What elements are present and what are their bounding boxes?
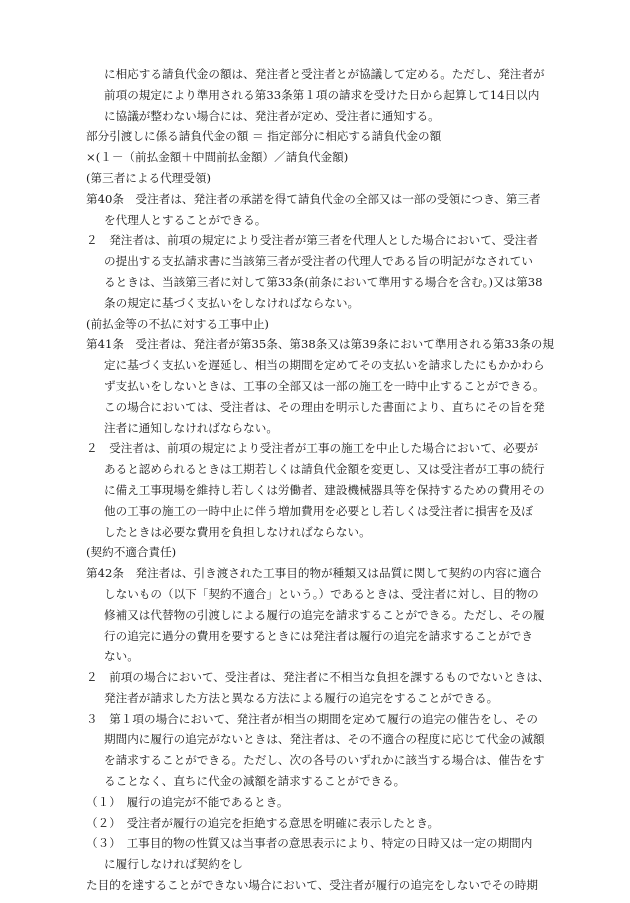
article-40: 第40条 受注者は、発注者の承諾を得て請負代金の全部又は一部の受領につき、第三者 [86,191,541,206]
text-line: 注者に通知しなければならない。 [104,420,278,435]
section-heading: (第三者による代理受領) [86,171,211,185]
paragraph-2: ２ 発注者は、前項の規定により受注者が第三者を代理人とした場合において、受注者 [86,233,538,248]
text-line: ず支払いをしないときは、工事の全部又は一部の施工を一時中止することができる。 [104,378,545,393]
text-line: この場合においては、受注者は、その理由を明示した書面により、直ちにその旨を発 [104,399,545,414]
text-line: に履行しなければ契約をし [104,857,244,872]
text-line: 前項の規定により準用される第33条第１項の請求を受けた日から起算して14日以内 [104,87,540,102]
text-line: ることなく、直ちに代金の減額を請求することができる。 [104,774,406,788]
text-line: 期間内に履行の追完がないときは、発注者は、その不適合の程度に応じて代金の減額 [104,732,545,747]
section-heading: (契約不適合責任) [86,545,177,560]
text-line: あると認められるときは工期若しくは請負代金額を変更し、又は受注者が工事の続行 [104,462,545,477]
text-line: を請求することができる。ただし、次の各号のいずれかに該当する場合は、催告をす [104,753,545,768]
text-line: 修補又は代替物の引渡しによる履行の追完を請求することができる。ただし、その履 [104,607,545,622]
section-heading: (前払金等の不払に対する工事中止) [86,316,269,331]
paragraph-3: ３ 第１項の場合において、発注者が相当の期間を定めて履行の追完の催告をし、その [86,711,538,726]
item-2: （２） 受注者が履行の追完を拒絶する意思を明確に表示したとき。 [86,815,440,830]
article-42: 第42条 発注者は、引き渡された工事目的物が種類又は品質に関して契約の内容に適合 [86,566,542,581]
text-line: ない。 [104,649,139,664]
text-line: 定に基づく支払いを遅延し、相当の期間を定めてその支払いを請求したにもかかわら [104,358,545,373]
text-line: の提出する支払請求書に当該第三者が受注者の代理人である旨の明記がなされてい [104,254,533,269]
text-line: に備え工事現場を維持し若しくは労働者、建設機械器具等を保持するための費用その [104,482,545,497]
text-line: したときは必要な費用を負担しなければならない。 [104,524,371,539]
text-line: を代理人とすることができる。 [104,212,267,227]
item-3: （３） 工事目的物の性質又は当事者の意思表示により、特定の日時又は一定の期間内 [86,836,533,851]
text-line: に協議が整わない場合には、発注者が定め、受注者に通知する。 [104,108,440,123]
text-line: 他の工事の施工の一時中止に伴う増加費用を必要とし若しくは受注者に損害を及ぼ [104,503,533,518]
text-line: しないもの（以下「契約不適合」という。）であるときは、受注者に対し、目的物の [104,586,539,601]
paragraph-2: ２ 受注者は、前項の規定により受注者が工事の施工を中止した場合において、必要が [86,441,538,456]
paragraph-2: ２ 前項の場合において、受注者は、発注者に不相当な負担を課するものでないときは、 [86,670,550,685]
text-line: た目的を達することができない場合において、受注者が履行の追完をしないでその時期 [86,878,538,892]
text-line: に相応する請負代金の額は、発注者と受注者とが協議して定める。ただし、発注者が [104,67,545,81]
formula-line: 部分引渡しに係る請負代金の額 ＝ 指定部分に相応する請負代金の額 [86,129,442,144]
item-1: （１） 履行の追完が不能であるとき。 [86,794,289,809]
article-41: 第41条 受注者は、発注者が第35条、第38条又は第39条において準用される第33条の規 [86,337,554,352]
text-line: 行の追完に過分の費用を要するときには発注者は履行の追完を請求することができ [104,628,533,643]
text-line: るときは、当該第三者に対して第33条(前条において準用する場合を含む。)又は第38 [104,274,543,289]
text-line: 条の規定に基づく支払いをしなければならない。 [104,295,360,310]
text-line: 発注者が請求した方法と異なる方法による履行の追完をすることができる。 [104,690,499,705]
formula-line: ×(１－（前払金額＋中間前払金額）／請負代金額) [86,150,349,165]
